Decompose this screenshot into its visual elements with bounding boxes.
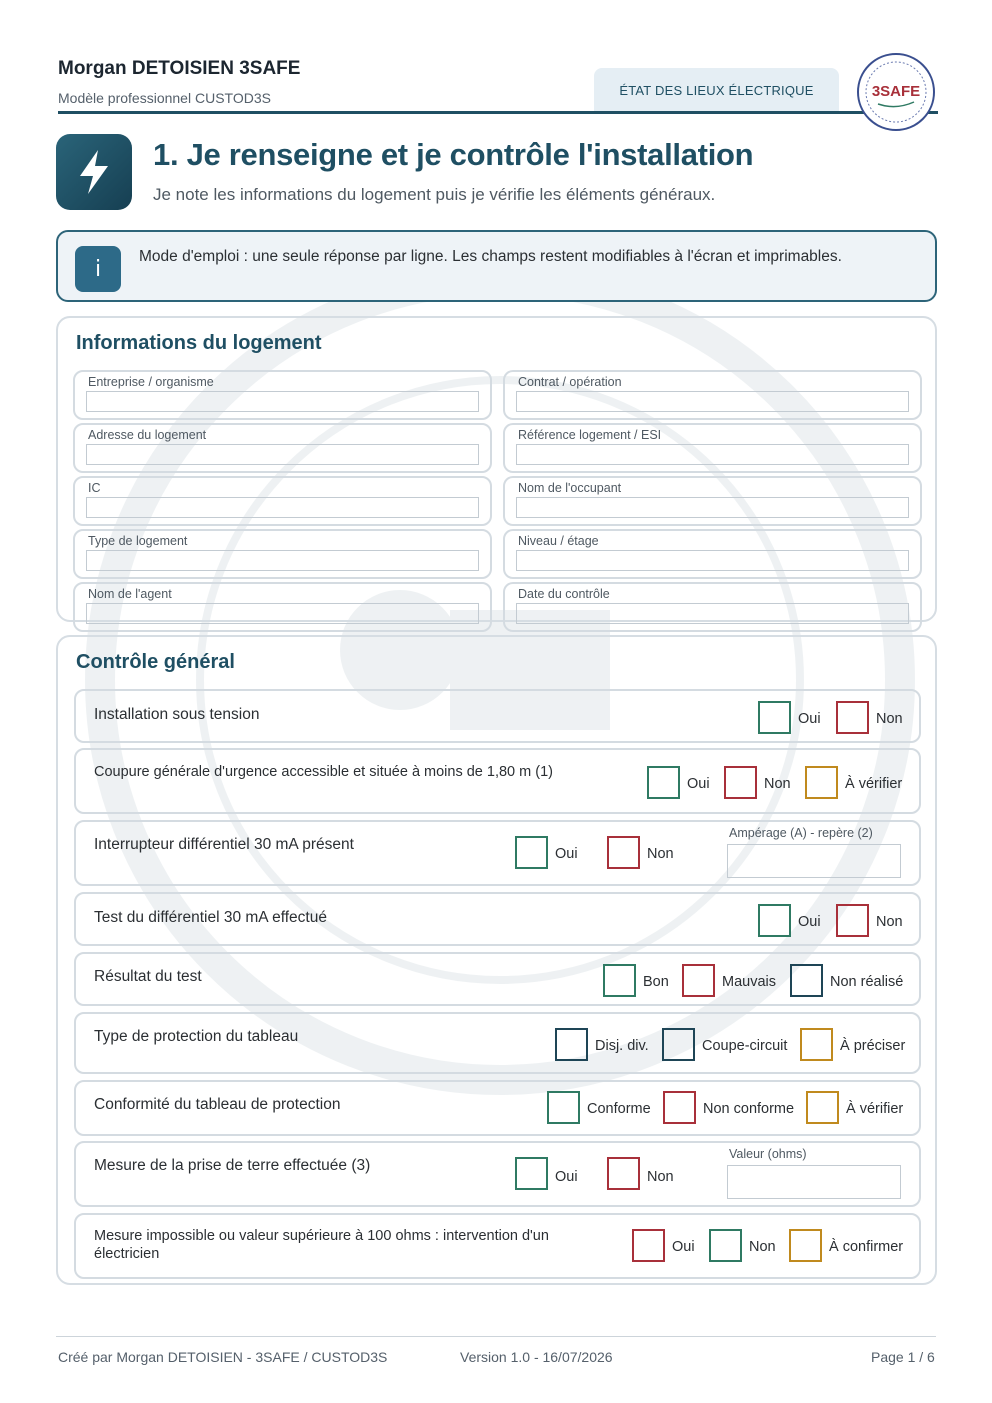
option-label: Oui — [555, 1169, 578, 1185]
option-label: Oui — [798, 914, 821, 930]
field-label: Date du contrôle — [518, 587, 610, 601]
field-agent — [73, 582, 492, 632]
checkbox-oui[interactable] — [515, 1157, 548, 1190]
row-label: Résultat du test — [94, 968, 202, 985]
controle-panel-title: Contrôle général — [76, 651, 235, 673]
field-type-logement — [73, 529, 492, 579]
row-label: Coupure générale d'urgence accessible et située à moins de 1,80 m (1) — [94, 764, 553, 780]
check-row-prise-de-terre — [74, 1141, 921, 1207]
option-label: Non réalisé — [830, 974, 904, 990]
option-label: Non conforme — [703, 1101, 795, 1117]
amperage-input[interactable] — [727, 844, 901, 878]
document-model-subtitle: Modèle professionnel CUSTOD3S — [58, 90, 271, 106]
document-type-badge: ÉTAT DES LIEUX ÉLECTRIQUE — [594, 68, 839, 112]
checkbox-mauvais[interactable] — [682, 964, 715, 997]
adresse-input[interactable] — [86, 444, 479, 465]
checkbox-non[interactable] — [836, 701, 869, 734]
checkbox-bon[interactable] — [603, 964, 636, 997]
option-label: Non — [647, 1169, 674, 1185]
option-label: Oui — [555, 846, 578, 862]
option-label: Non — [876, 914, 903, 930]
check-row-intervention-electricien — [74, 1213, 921, 1279]
option-label: À vérifier — [846, 1101, 904, 1117]
checkbox-disj-div[interactable] — [555, 1028, 588, 1061]
row-label: Type de protection du tableau — [94, 1028, 299, 1045]
entreprise-input[interactable] — [86, 391, 479, 412]
header-divider — [58, 111, 938, 114]
footer-divider — [56, 1336, 936, 1337]
check-row-coupure-generale — [74, 748, 921, 814]
occupant-input[interactable] — [516, 497, 909, 518]
option-label: À vérifier — [845, 776, 903, 792]
checkbox-oui[interactable] — [647, 766, 680, 799]
niveau-input[interactable] — [516, 550, 909, 571]
checkbox-non[interactable] — [607, 836, 640, 869]
amperage-label: Ampérage (A) - repère (2) — [729, 826, 873, 840]
checkbox-non[interactable] — [709, 1229, 742, 1262]
section-description: Je note les informations du logement puis je vérifie les éléments généraux. — [153, 185, 716, 204]
check-row-interrupteur-differentiel — [74, 820, 921, 886]
instructions-box — [56, 230, 937, 302]
option-label: Oui — [687, 776, 710, 792]
option-label: Non — [876, 711, 903, 727]
check-row-type-protection — [74, 1012, 921, 1074]
field-label: IC — [88, 481, 101, 495]
checkbox-non-conforme[interactable] — [663, 1091, 696, 1124]
checkbox-coupe-circuit[interactable] — [662, 1028, 695, 1061]
field-niveau — [503, 529, 922, 579]
option-label: Oui — [798, 711, 821, 727]
checkbox-a-verifier[interactable] — [805, 766, 838, 799]
check-row-conformite-tableau — [74, 1080, 921, 1136]
contrat-input[interactable] — [516, 391, 909, 412]
field-label: Adresse du logement — [88, 428, 207, 442]
checkbox-conforme[interactable] — [547, 1091, 580, 1124]
valeur-ohms-label: Valeur (ohms) — [729, 1147, 807, 1161]
option-label: À confirmer — [829, 1239, 904, 1255]
lightning-bolt-icon — [56, 134, 132, 210]
field-label: Nom de l'occupant — [518, 481, 622, 495]
row-label: Test du différentiel 30 mA effectué — [94, 909, 327, 926]
checkbox-a-confirmer[interactable] — [789, 1229, 822, 1262]
valeur-ohms-input[interactable] — [727, 1165, 901, 1199]
field-label: Entreprise / organisme — [88, 375, 214, 389]
checkbox-oui[interactable] — [515, 836, 548, 869]
option-label: Non — [749, 1239, 776, 1255]
logement-panel — [56, 316, 937, 622]
row-label: Interrupteur différentiel 30 mA présent — [94, 836, 354, 853]
option-label: Non — [764, 776, 791, 792]
field-entreprise — [73, 370, 492, 420]
checkbox-a-verifier[interactable] — [806, 1091, 839, 1124]
section-title: 1. Je renseigne et je contrôle l'installation — [153, 137, 754, 172]
option-label: Conforme — [587, 1101, 651, 1117]
row-label: Conformité du tableau de protection — [94, 1096, 341, 1113]
field-label: Nom de l'agent — [88, 587, 172, 601]
field-reference — [503, 423, 922, 473]
checkbox-non[interactable] — [724, 766, 757, 799]
field-adresse — [73, 423, 492, 473]
option-label: Disj. div. — [595, 1038, 649, 1054]
option-label: À préciser — [840, 1038, 906, 1054]
document-author-title: Morgan DETOISIEN 3SAFE — [58, 58, 301, 79]
row-label: Installation sous tension — [94, 706, 260, 723]
option-label: Oui — [672, 1239, 695, 1255]
type-logement-input[interactable] — [86, 550, 479, 571]
reference-input[interactable] — [516, 444, 909, 465]
checkbox-non[interactable] — [836, 904, 869, 937]
row-label: Mesure de la prise de terre effectuée (3) — [94, 1157, 371, 1174]
checkbox-oui[interactable] — [632, 1229, 665, 1262]
field-ic — [73, 476, 492, 526]
field-label: Type de logement — [88, 534, 188, 548]
check-row-resultat-test — [74, 952, 921, 1006]
field-label: Référence logement / ESI — [518, 428, 662, 442]
field-label: Niveau / étage — [518, 534, 599, 548]
option-label: Bon — [643, 974, 669, 990]
3safe-logo — [856, 52, 936, 132]
footer-page-number: Page 1 / 6 — [871, 1349, 935, 1365]
agent-input[interactable] — [86, 603, 479, 624]
field-occupant — [503, 476, 922, 526]
field-label: Contrat / opération — [518, 375, 622, 389]
option-label: Coupe-circuit — [702, 1038, 788, 1054]
option-label: Mauvais — [722, 974, 776, 990]
option-label: Non — [647, 846, 674, 862]
date-input[interactable] — [516, 603, 909, 624]
checkbox-oui[interactable] — [758, 904, 791, 937]
checkbox-oui[interactable] — [758, 701, 791, 734]
check-row-sous-tension — [74, 689, 921, 743]
footer-created-by: Créé par Morgan DETOISIEN - 3SAFE / CUSTOD3S — [58, 1349, 388, 1365]
instructions-text: Mode d'emploi : une seule réponse par ligne. Les champs restent modifiables à l'écran et imprimables. — [139, 248, 842, 265]
checkbox-non-realise[interactable] — [790, 964, 823, 997]
row-label: Mesure impossible ou valeur supérieure à 100 ohms : intervention d'un électricien — [94, 1228, 549, 1262]
checkbox-a-preciser[interactable] — [800, 1028, 833, 1061]
info-icon: i — [75, 246, 121, 292]
svg-text:3SAFE: 3SAFE — [871, 83, 921, 100]
checkbox-non[interactable] — [607, 1157, 640, 1190]
footer-version: Version 1.0 - 16/07/2026 — [460, 1349, 613, 1365]
check-row-test-differentiel — [74, 892, 921, 946]
controle-panel — [56, 635, 937, 1285]
logement-panel-title: Informations du logement — [76, 332, 322, 354]
field-date — [503, 582, 922, 632]
ic-input[interactable] — [86, 497, 479, 518]
field-contrat — [503, 370, 922, 420]
